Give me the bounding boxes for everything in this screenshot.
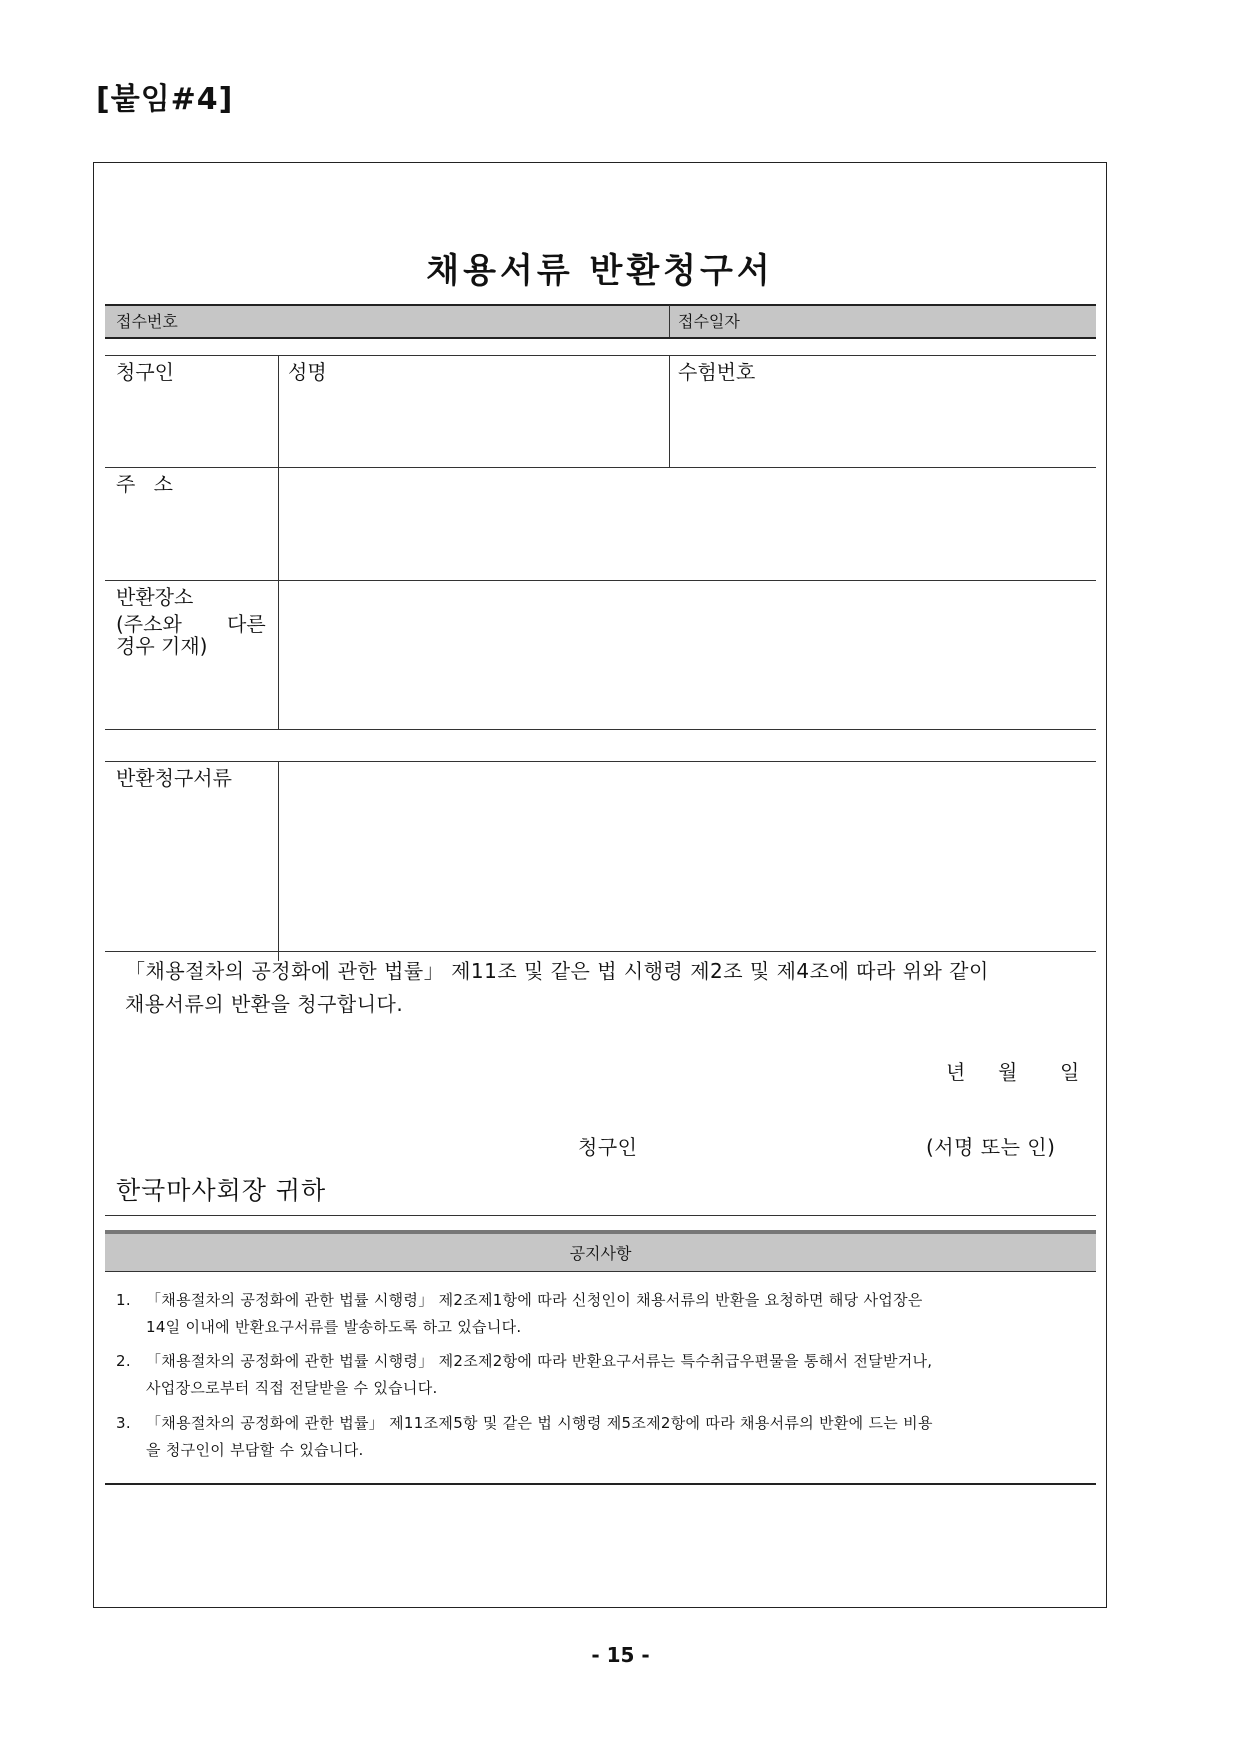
divider bbox=[105, 337, 1096, 339]
date-month: 월 bbox=[998, 1060, 1018, 1084]
notice-item: 2. 「채용절차의 공정화에 관한 법률 시행령」 제2조제2항에 따라 반환요구서류는 특수취급우편물을 통해서 전달받거나, 사업장으로부터 직접 전달받을 수 있습니다. bbox=[116, 1352, 933, 1397]
divider bbox=[105, 729, 1096, 730]
name-label: 성명 bbox=[288, 360, 327, 384]
claimant-label: 청구인 bbox=[116, 360, 174, 384]
divider bbox=[278, 355, 279, 961]
return-place-note: (주소와 bbox=[116, 612, 182, 636]
divider bbox=[105, 1230, 1096, 1234]
exam-number-label: 수험번호 bbox=[678, 360, 756, 384]
divider bbox=[105, 951, 1096, 952]
receipt-date-label: 접수일자 bbox=[678, 312, 740, 331]
attachment-label: [붙임#4] bbox=[96, 82, 234, 117]
form-title: 채용서류 반환청구서 bbox=[426, 251, 774, 291]
receipt-number-label: 접수번호 bbox=[116, 312, 178, 331]
return-place-label: 반환장소 bbox=[116, 585, 194, 609]
notice-title: 공지사항 bbox=[569, 1244, 632, 1263]
form-frame bbox=[93, 162, 1107, 1608]
divider bbox=[669, 355, 670, 467]
divider bbox=[105, 761, 1096, 762]
documents-label: 반환청구서류 bbox=[116, 766, 232, 790]
claimant-sign-label: 청구인 bbox=[578, 1135, 638, 1159]
statement-line-2: 채용서류의 반환을 청구합니다. bbox=[125, 992, 404, 1016]
divider bbox=[669, 305, 670, 337]
return-place-note: 다른 bbox=[227, 612, 266, 636]
divider bbox=[105, 355, 1096, 356]
divider bbox=[105, 1483, 1096, 1485]
divider bbox=[105, 580, 1096, 581]
page-number: - 15 - bbox=[591, 1643, 650, 1667]
notice-item: 3. 「채용절차의 공정화에 관한 법률」 제11조제5항 및 같은 법 시행령 제5조제2항에 따라 채용서류의 반환에 드는 비용 을 청구인이 부담할 수 있습니다. bbox=[116, 1414, 933, 1459]
receipt-header-row bbox=[105, 305, 1096, 337]
return-place-note: 경우 기재) bbox=[116, 634, 208, 658]
divider bbox=[105, 1271, 1096, 1272]
divider bbox=[105, 467, 1096, 468]
date-year: 년 bbox=[946, 1060, 966, 1084]
signature-hint: (서명 또는 인) bbox=[926, 1135, 1056, 1159]
date-day: 일 bbox=[1060, 1060, 1080, 1084]
addressee: 한국마사회장 귀하 bbox=[116, 1176, 327, 1205]
statement-line-1: 「채용절차의 공정화에 관한 법률」 제11조 및 같은 법 시행령 제2조 및 제4조에 따라 위와 같이 bbox=[125, 959, 989, 983]
spacer-gap bbox=[277, 730, 280, 761]
divider bbox=[105, 1215, 1096, 1216]
notice-item: 1. 「채용절차의 공정화에 관한 법률 시행령」 제2조제1항에 따라 신청인이 채용서류의 반환을 요청하면 해당 사업장은 14일 이내에 반환요구서류를 발송하도록 하고 있습니다. bbox=[116, 1291, 923, 1336]
divider bbox=[105, 304, 1096, 306]
address-label: 주 소 bbox=[116, 472, 179, 496]
